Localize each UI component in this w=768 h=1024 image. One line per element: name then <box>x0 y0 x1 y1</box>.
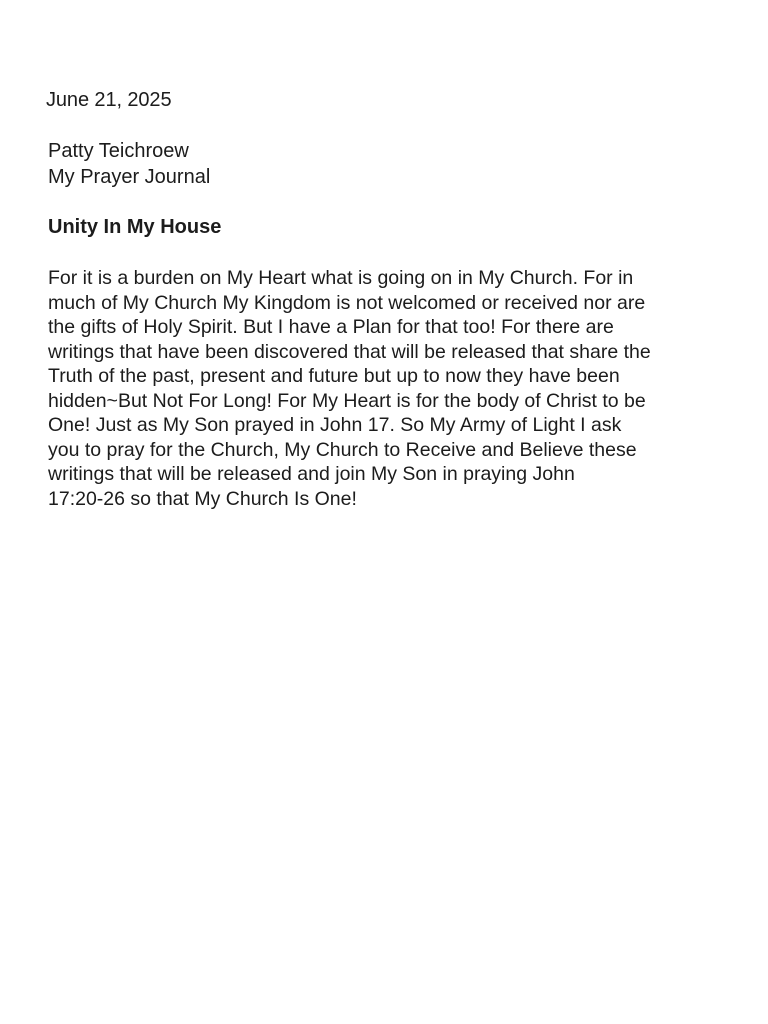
body-line: hidden~But Not For Long! For My Heart is for the body of Christ to be <box>48 389 646 412</box>
journal-name: My Prayer Journal <box>48 166 211 188</box>
body-line: For it is a burden on My Heart what is going on in My Church. For in <box>48 267 634 289</box>
body-line: 17:20-26 so that My Church Is One! <box>48 487 357 510</box>
body-line: Truth of the past, present and future but up to now they have been <box>48 365 620 387</box>
entry-title: Unity In My House <box>48 216 222 238</box>
body-line: the gifts of Holy Spirit. But I have a Plan for that too! For there are <box>48 316 614 338</box>
entry-body <box>48 266 738 511</box>
body-line: you to pray for the Church, My Church to Receive and Believe these <box>48 438 637 461</box>
body-line: writings that have been discovered that will be released that share the <box>48 340 651 363</box>
body-line: writings that will be released and join My Son in praying John <box>48 463 575 485</box>
body-line: One! Just as My Son prayed in John 17. So My Army of Light I ask <box>48 414 622 436</box>
entry-date: June 21, 2025 <box>46 89 172 111</box>
body-line: much of My Church My Kingdom is not welcomed or received nor are <box>48 291 646 314</box>
author-name: Patty Teichroew <box>48 140 189 162</box>
